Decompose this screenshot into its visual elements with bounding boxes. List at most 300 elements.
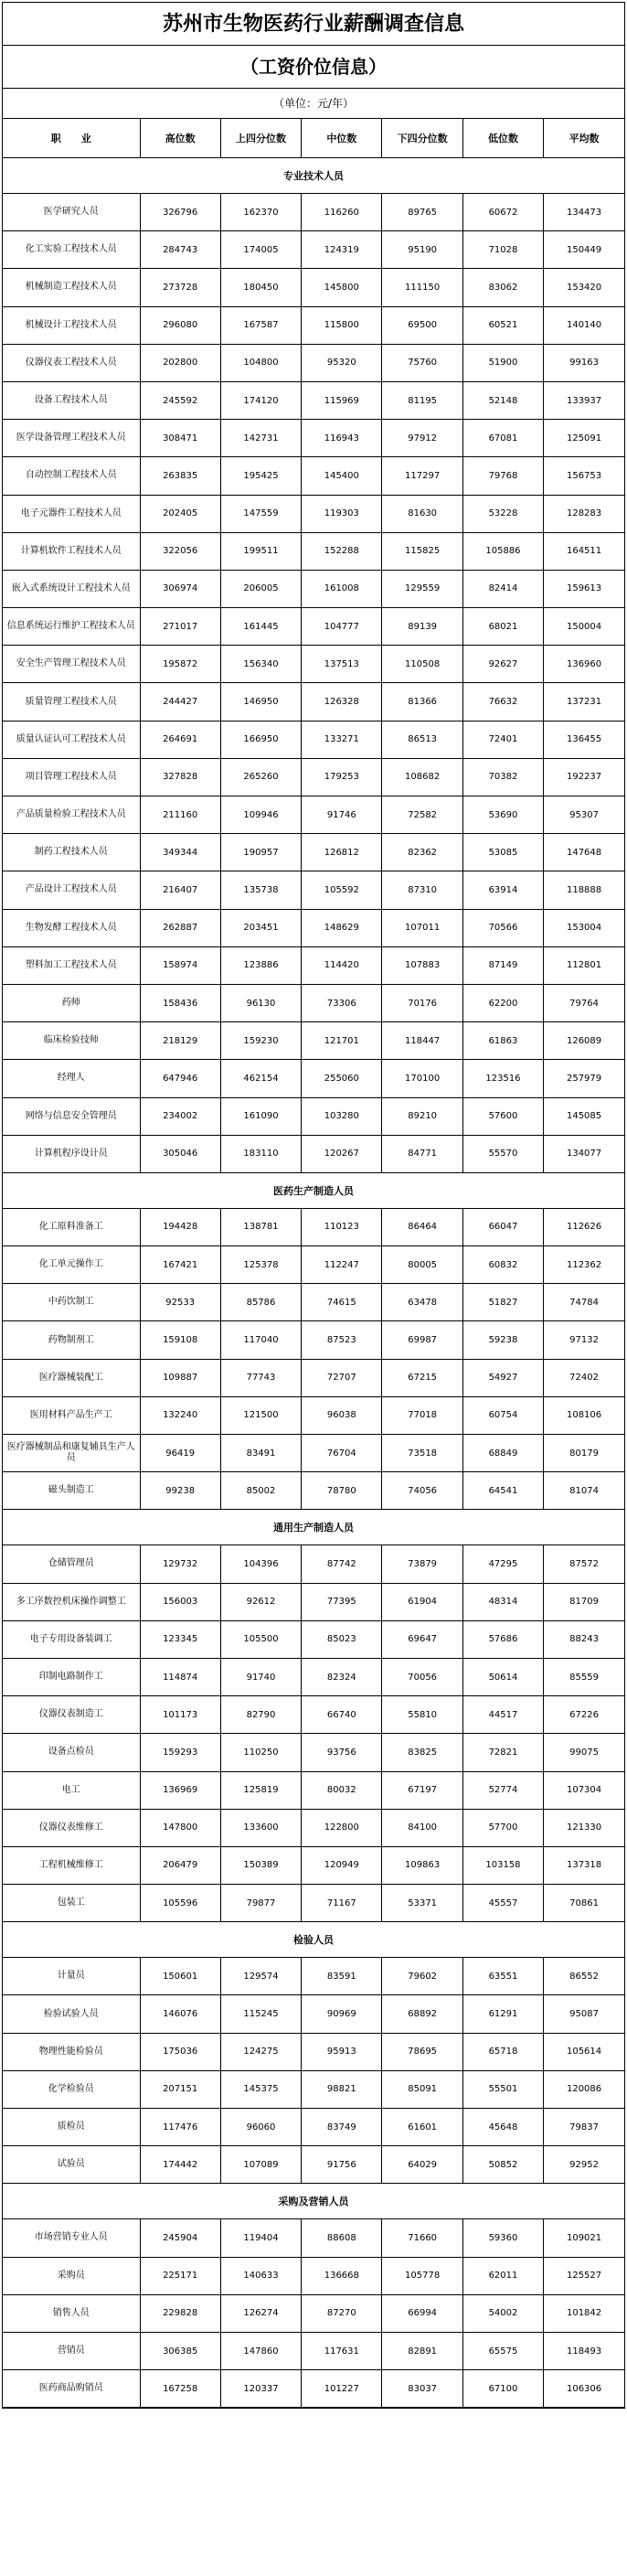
cell-lower-quartile: 69647 bbox=[382, 1620, 462, 1658]
cell-lower-quartile: 107883 bbox=[382, 946, 462, 984]
cell-average: 125527 bbox=[544, 2257, 624, 2294]
cell-median: 152288 bbox=[302, 532, 382, 570]
cell-median: 255060 bbox=[302, 1060, 382, 1097]
table-row bbox=[3, 1022, 624, 1060]
table-row bbox=[3, 1545, 624, 1583]
cell-high: 273728 bbox=[140, 269, 220, 306]
cell-average: 159613 bbox=[544, 570, 624, 607]
cell-occupation: 计量员 bbox=[3, 1958, 140, 1995]
cell-upper-quartile: 105500 bbox=[220, 1620, 301, 1658]
cell-low: 55501 bbox=[462, 2070, 543, 2108]
cell-occupation: 医疗器械装配工 bbox=[3, 1359, 140, 1396]
cell-low: 45557 bbox=[462, 1885, 543, 1922]
cell-high: 129732 bbox=[140, 1545, 220, 1583]
cell-occupation: 制药工程技术人员 bbox=[3, 834, 140, 871]
cell-high: 216407 bbox=[140, 871, 220, 909]
cell-median: 85023 bbox=[302, 1620, 382, 1658]
table-row bbox=[3, 2070, 624, 2108]
table-row bbox=[3, 231, 624, 269]
cell-low: 72401 bbox=[462, 721, 543, 758]
cell-high: 147800 bbox=[140, 1809, 220, 1846]
cell-occupation: 塑料加工工程技术人员 bbox=[3, 946, 140, 984]
cell-median: 83749 bbox=[302, 2109, 382, 2146]
cell-lower-quartile: 118447 bbox=[382, 1022, 462, 1060]
cell-high: 159293 bbox=[140, 1734, 220, 1771]
cell-high: 175036 bbox=[140, 2033, 220, 2070]
cell-high: 174442 bbox=[140, 2146, 220, 2184]
cell-upper-quartile: 150389 bbox=[220, 1846, 301, 1884]
cell-median: 87742 bbox=[302, 1545, 382, 1583]
table-row bbox=[3, 1321, 624, 1359]
cell-high: 296080 bbox=[140, 306, 220, 344]
header-average: 平均数 bbox=[544, 119, 624, 158]
header-low: 低位数 bbox=[462, 119, 543, 158]
cell-median: 77395 bbox=[302, 1583, 382, 1620]
cell-median: 116943 bbox=[302, 420, 382, 457]
cell-low: 60832 bbox=[462, 1246, 543, 1284]
table-row bbox=[3, 1396, 624, 1434]
cell-average: 80179 bbox=[544, 1435, 624, 1472]
table-row bbox=[3, 570, 624, 607]
cell-median: 78780 bbox=[302, 1472, 382, 1510]
cell-median: 83591 bbox=[302, 1958, 382, 1995]
cell-low: 68021 bbox=[462, 608, 543, 646]
cell-occupation: 经理人 bbox=[3, 1060, 140, 1097]
cell-upper-quartile: 161445 bbox=[220, 608, 301, 646]
cell-average: 70861 bbox=[544, 1885, 624, 1922]
cell-occupation: 生物发酵工程技术人员 bbox=[3, 909, 140, 946]
cell-upper-quartile: 161090 bbox=[220, 1097, 301, 1135]
header-lower-quartile: 下四分位数 bbox=[382, 119, 462, 158]
cell-median: 122800 bbox=[302, 1809, 382, 1846]
cell-occupation: 营销员 bbox=[3, 2332, 140, 2369]
cell-low: 50852 bbox=[462, 2146, 543, 2184]
cell-upper-quartile: 174120 bbox=[220, 381, 301, 419]
cell-occupation: 医药商品购销员 bbox=[3, 2370, 140, 2408]
cell-occupation: 药师 bbox=[3, 984, 140, 1021]
unit-note: （单位：元/年） bbox=[3, 89, 624, 119]
cell-high: 327828 bbox=[140, 758, 220, 796]
section-title: 医药生产制造人员 bbox=[3, 1172, 624, 1208]
cell-average: 118493 bbox=[544, 2332, 624, 2369]
cell-lower-quartile: 69987 bbox=[382, 1321, 462, 1359]
cell-lower-quartile: 61601 bbox=[382, 2109, 462, 2146]
cell-occupation: 机械设计工程技术人员 bbox=[3, 306, 140, 344]
cell-upper-quartile: 77743 bbox=[220, 1359, 301, 1396]
cell-occupation: 检验试验人员 bbox=[3, 1995, 140, 2033]
cell-lower-quartile: 73879 bbox=[382, 1545, 462, 1583]
cell-average: 87572 bbox=[544, 1545, 624, 1583]
cell-lower-quartile: 111150 bbox=[382, 269, 462, 306]
cell-upper-quartile: 206005 bbox=[220, 570, 301, 607]
cell-low: 67081 bbox=[462, 420, 543, 457]
cell-high: 202405 bbox=[140, 495, 220, 532]
cell-lower-quartile: 170100 bbox=[382, 1060, 462, 1097]
cell-occupation: 项目管理工程技术人员 bbox=[3, 758, 140, 796]
cell-low: 57686 bbox=[462, 1620, 543, 1658]
cell-low: 82414 bbox=[462, 570, 543, 607]
cell-occupation: 安全生产管理工程技术人员 bbox=[3, 646, 140, 683]
cell-occupation: 仪器仪表维修工 bbox=[3, 1809, 140, 1846]
cell-average: 106306 bbox=[544, 2370, 624, 2408]
cell-occupation: 医用材料产品生产工 bbox=[3, 1396, 140, 1434]
cell-high: 244427 bbox=[140, 683, 220, 721]
cell-high: 123345 bbox=[140, 1620, 220, 1658]
cell-lower-quartile: 89139 bbox=[382, 608, 462, 646]
cell-occupation: 试验员 bbox=[3, 2146, 140, 2184]
cell-low: 70566 bbox=[462, 909, 543, 946]
cell-median: 145800 bbox=[302, 269, 382, 306]
cell-occupation: 化工实验工程技术人员 bbox=[3, 231, 140, 269]
cell-median: 76704 bbox=[302, 1435, 382, 1472]
cell-upper-quartile: 135738 bbox=[220, 871, 301, 909]
cell-occupation: 医疗器械制品和康复辅具生产人员 bbox=[3, 1435, 140, 1472]
cell-median: 95320 bbox=[302, 344, 382, 381]
cell-upper-quartile: 104396 bbox=[220, 1545, 301, 1583]
cell-occupation: 电子专用设备装调工 bbox=[3, 1620, 140, 1658]
cell-high: 114874 bbox=[140, 1658, 220, 1695]
table-row bbox=[3, 1696, 624, 1734]
header-row bbox=[3, 119, 624, 158]
cell-upper-quartile: 203451 bbox=[220, 909, 301, 946]
cell-upper-quartile: 146950 bbox=[220, 683, 301, 721]
table-row bbox=[3, 1208, 624, 1245]
cell-upper-quartile: 125378 bbox=[220, 1246, 301, 1284]
section-title: 采购及营销人员 bbox=[3, 2184, 624, 2219]
table-row bbox=[3, 306, 624, 344]
cell-occupation: 市场营销专业人员 bbox=[3, 2219, 140, 2257]
cell-average: 137318 bbox=[544, 1846, 624, 1884]
cell-upper-quartile: 167587 bbox=[220, 306, 301, 344]
cell-average: 120086 bbox=[544, 2070, 624, 2108]
cell-median: 71167 bbox=[302, 1885, 382, 1922]
cell-high: 211160 bbox=[140, 796, 220, 834]
table-row bbox=[3, 608, 624, 646]
cell-median: 73306 bbox=[302, 984, 382, 1021]
cell-occupation: 药物制剂工 bbox=[3, 1321, 140, 1359]
cell-average: 153004 bbox=[544, 909, 624, 946]
cell-lower-quartile: 64029 bbox=[382, 2146, 462, 2184]
cell-high: 146076 bbox=[140, 1995, 220, 2033]
cell-median: 112247 bbox=[302, 1246, 382, 1284]
cell-upper-quartile: 82790 bbox=[220, 1696, 301, 1734]
cell-median: 87270 bbox=[302, 2294, 382, 2332]
cell-high: 647946 bbox=[140, 1060, 220, 1097]
cell-lower-quartile: 81195 bbox=[382, 381, 462, 419]
cell-median: 121701 bbox=[302, 1022, 382, 1060]
cell-high: 156003 bbox=[140, 1583, 220, 1620]
cell-low: 64541 bbox=[462, 1472, 543, 1510]
cell-median: 98821 bbox=[302, 2070, 382, 2108]
cell-lower-quartile: 69500 bbox=[382, 306, 462, 344]
cell-average: 105614 bbox=[544, 2033, 624, 2070]
cell-median: 136668 bbox=[302, 2257, 382, 2294]
cell-median: 120949 bbox=[302, 1846, 382, 1884]
table-row bbox=[3, 758, 624, 796]
cell-lower-quartile: 77018 bbox=[382, 1396, 462, 1434]
cell-lower-quartile: 83825 bbox=[382, 1734, 462, 1771]
section-header-row bbox=[3, 1172, 624, 1208]
cell-average: 147648 bbox=[544, 834, 624, 871]
cell-low: 54002 bbox=[462, 2294, 543, 2332]
cell-upper-quartile: 147559 bbox=[220, 495, 301, 532]
cell-high: 132240 bbox=[140, 1396, 220, 1434]
cell-lower-quartile: 86513 bbox=[382, 721, 462, 758]
cell-upper-quartile: 91740 bbox=[220, 1658, 301, 1695]
table-body bbox=[3, 158, 624, 2408]
cell-occupation: 质量认证认可工程技术人员 bbox=[3, 721, 140, 758]
cell-median: 119303 bbox=[302, 495, 382, 532]
cell-average: 101842 bbox=[544, 2294, 624, 2332]
cell-low: 47295 bbox=[462, 1545, 543, 1583]
table-row bbox=[3, 1658, 624, 1695]
cell-lower-quartile: 89210 bbox=[382, 1097, 462, 1135]
cell-high: 101173 bbox=[140, 1696, 220, 1734]
table-row bbox=[3, 381, 624, 419]
cell-low: 59360 bbox=[462, 2219, 543, 2257]
cell-high: 234002 bbox=[140, 1097, 220, 1135]
table-row bbox=[3, 2257, 624, 2294]
cell-upper-quartile: 265260 bbox=[220, 758, 301, 796]
page-subtitle: （工资价位信息） bbox=[3, 46, 624, 89]
cell-low: 63914 bbox=[462, 871, 543, 909]
cell-upper-quartile: 195425 bbox=[220, 457, 301, 495]
cell-high: 99238 bbox=[140, 1472, 220, 1510]
table-row bbox=[3, 1809, 624, 1846]
cell-occupation: 印制电路制作工 bbox=[3, 1658, 140, 1695]
cell-occupation: 仪器仪表工程技术人员 bbox=[3, 344, 140, 381]
table-row bbox=[3, 721, 624, 758]
cell-average: 134473 bbox=[544, 194, 624, 231]
cell-median: 82324 bbox=[302, 1658, 382, 1695]
cell-median: 116260 bbox=[302, 194, 382, 231]
cell-upper-quartile: 104800 bbox=[220, 344, 301, 381]
cell-upper-quartile: 79877 bbox=[220, 1885, 301, 1922]
cell-average: 109021 bbox=[544, 2219, 624, 2257]
cell-upper-quartile: 109946 bbox=[220, 796, 301, 834]
table-row bbox=[3, 1435, 624, 1472]
cell-low: 62011 bbox=[462, 2257, 543, 2294]
cell-low: 60672 bbox=[462, 194, 543, 231]
cell-high: 167421 bbox=[140, 1246, 220, 1284]
cell-average: 136455 bbox=[544, 721, 624, 758]
cell-low: 44517 bbox=[462, 1696, 543, 1734]
cell-low: 53085 bbox=[462, 834, 543, 871]
cell-upper-quartile: 121500 bbox=[220, 1396, 301, 1434]
table-row bbox=[3, 1995, 624, 2033]
cell-occupation: 磁头制造工 bbox=[3, 1472, 140, 1510]
table-row bbox=[3, 871, 624, 909]
cell-average: 164511 bbox=[544, 532, 624, 570]
cell-upper-quartile: 85786 bbox=[220, 1284, 301, 1321]
cell-occupation: 销售人员 bbox=[3, 2294, 140, 2332]
cell-lower-quartile: 107011 bbox=[382, 909, 462, 946]
cell-median: 95913 bbox=[302, 2033, 382, 2070]
cell-average: 99163 bbox=[544, 344, 624, 381]
cell-lower-quartile: 115825 bbox=[382, 532, 462, 570]
cell-low: 60754 bbox=[462, 1396, 543, 1434]
cell-low: 52774 bbox=[462, 1771, 543, 1809]
table-row bbox=[3, 532, 624, 570]
section-header-row bbox=[3, 1510, 624, 1545]
table-row bbox=[3, 2294, 624, 2332]
cell-low: 53228 bbox=[462, 495, 543, 532]
cell-median: 137513 bbox=[302, 646, 382, 683]
cell-average: 97132 bbox=[544, 1321, 624, 1359]
cell-occupation: 医学设备管理工程技术人员 bbox=[3, 420, 140, 457]
cell-lower-quartile: 109863 bbox=[382, 1846, 462, 1884]
cell-high: 262887 bbox=[140, 909, 220, 946]
cell-median: 114420 bbox=[302, 946, 382, 984]
cell-median: 115800 bbox=[302, 306, 382, 344]
cell-upper-quartile: 133600 bbox=[220, 1809, 301, 1846]
cell-high: 229828 bbox=[140, 2294, 220, 2332]
cell-median: 110123 bbox=[302, 1208, 382, 1245]
cell-lower-quartile: 84100 bbox=[382, 1809, 462, 1846]
cell-average: 257979 bbox=[544, 1060, 624, 1097]
cell-median: 91756 bbox=[302, 2146, 382, 2184]
cell-average: 150449 bbox=[544, 231, 624, 269]
cell-median: 90969 bbox=[302, 1995, 382, 2033]
cell-occupation: 信息系统运行维护工程技术人员 bbox=[3, 608, 140, 646]
table-row bbox=[3, 344, 624, 381]
cell-average: 85559 bbox=[544, 1658, 624, 1695]
cell-high: 167258 bbox=[140, 2370, 220, 2408]
cell-lower-quartile: 73518 bbox=[382, 1435, 462, 1472]
table-row bbox=[3, 1846, 624, 1884]
cell-lower-quartile: 74056 bbox=[382, 1472, 462, 1510]
table-row bbox=[3, 2332, 624, 2369]
cell-upper-quartile: 96130 bbox=[220, 984, 301, 1021]
cell-occupation: 中药饮制工 bbox=[3, 1284, 140, 1321]
cell-average: 118888 bbox=[544, 871, 624, 909]
cell-low: 83062 bbox=[462, 269, 543, 306]
cell-average: 112626 bbox=[544, 1208, 624, 1245]
cell-high: 218129 bbox=[140, 1022, 220, 1060]
cell-average: 133937 bbox=[544, 381, 624, 419]
table-row bbox=[3, 1958, 624, 1995]
cell-low: 105886 bbox=[462, 532, 543, 570]
cell-lower-quartile: 66994 bbox=[382, 2294, 462, 2332]
cell-upper-quartile: 83491 bbox=[220, 1435, 301, 1472]
cell-lower-quartile: 108682 bbox=[382, 758, 462, 796]
cell-high: 150601 bbox=[140, 1958, 220, 1995]
cell-average: 81709 bbox=[544, 1583, 624, 1620]
cell-average: 86552 bbox=[544, 1958, 624, 1995]
cell-average: 150004 bbox=[544, 608, 624, 646]
cell-occupation: 设备点检员 bbox=[3, 1734, 140, 1771]
table-row bbox=[3, 1734, 624, 1771]
cell-upper-quartile: 92612 bbox=[220, 1583, 301, 1620]
section-title: 检验人员 bbox=[3, 1922, 624, 1958]
cell-upper-quartile: 119404 bbox=[220, 2219, 301, 2257]
header-high: 高位数 bbox=[140, 119, 220, 158]
cell-occupation: 机械制造工程技术人员 bbox=[3, 269, 140, 306]
cell-lower-quartile: 63478 bbox=[382, 1284, 462, 1321]
table-row bbox=[3, 1771, 624, 1809]
cell-high: 109887 bbox=[140, 1359, 220, 1396]
cell-high: 225171 bbox=[140, 2257, 220, 2294]
cell-low: 67100 bbox=[462, 2370, 543, 2408]
cell-average: 156753 bbox=[544, 457, 624, 495]
table-row bbox=[3, 269, 624, 306]
cell-median: 101227 bbox=[302, 2370, 382, 2408]
cell-occupation: 网络与信息安全管理员 bbox=[3, 1097, 140, 1135]
cell-lower-quartile: 53371 bbox=[382, 1885, 462, 1922]
cell-lower-quartile: 81630 bbox=[382, 495, 462, 532]
cell-high: 271017 bbox=[140, 608, 220, 646]
cell-low: 70382 bbox=[462, 758, 543, 796]
cell-upper-quartile: 145375 bbox=[220, 2070, 301, 2108]
table-row bbox=[3, 1583, 624, 1620]
cell-upper-quartile: 166950 bbox=[220, 721, 301, 758]
cell-low: 57600 bbox=[462, 1097, 543, 1135]
cell-occupation: 化工单元操作工 bbox=[3, 1246, 140, 1284]
salary-sheet bbox=[2, 2, 625, 2409]
cell-high: 136969 bbox=[140, 1771, 220, 1809]
cell-high: 322056 bbox=[140, 532, 220, 570]
header-upper-quartile: 上四分位数 bbox=[220, 119, 301, 158]
cell-lower-quartile: 105778 bbox=[382, 2257, 462, 2294]
table-row bbox=[3, 2109, 624, 2146]
cell-median: 93756 bbox=[302, 1734, 382, 1771]
cell-upper-quartile: 183110 bbox=[220, 1135, 301, 1172]
cell-occupation: 仓储管理员 bbox=[3, 1545, 140, 1583]
cell-low: 71028 bbox=[462, 231, 543, 269]
cell-lower-quartile: 85091 bbox=[382, 2070, 462, 2108]
cell-high: 96419 bbox=[140, 1435, 220, 1472]
cell-upper-quartile: 96060 bbox=[220, 2109, 301, 2146]
cell-high: 306974 bbox=[140, 570, 220, 607]
cell-upper-quartile: 85002 bbox=[220, 1472, 301, 1510]
section-title: 专业技术人员 bbox=[3, 158, 624, 194]
cell-high: 326796 bbox=[140, 194, 220, 231]
cell-low: 50614 bbox=[462, 1658, 543, 1695]
cell-median: 161008 bbox=[302, 570, 382, 607]
cell-median: 104777 bbox=[302, 608, 382, 646]
cell-low: 60521 bbox=[462, 306, 543, 344]
cell-lower-quartile: 79602 bbox=[382, 1958, 462, 1995]
cell-median: 66740 bbox=[302, 1696, 382, 1734]
cell-high: 349344 bbox=[140, 834, 220, 871]
cell-average: 112362 bbox=[544, 1246, 624, 1284]
cell-lower-quartile: 97912 bbox=[382, 420, 462, 457]
table-row bbox=[3, 946, 624, 984]
cell-high: 206479 bbox=[140, 1846, 220, 1884]
cell-high: 207151 bbox=[140, 2070, 220, 2108]
cell-average: 145085 bbox=[544, 1097, 624, 1135]
cell-high: 245592 bbox=[140, 381, 220, 419]
cell-low: 65575 bbox=[462, 2332, 543, 2369]
table-row bbox=[3, 457, 624, 495]
cell-median: 87523 bbox=[302, 1321, 382, 1359]
cell-low: 63551 bbox=[462, 1958, 543, 1995]
cell-average: 140140 bbox=[544, 306, 624, 344]
cell-average: 95307 bbox=[544, 796, 624, 834]
cell-high: 105596 bbox=[140, 1885, 220, 1922]
cell-upper-quartile: 199511 bbox=[220, 532, 301, 570]
header-occupation: 职 业 bbox=[3, 119, 140, 158]
cell-median: 88608 bbox=[302, 2219, 382, 2257]
cell-median: 72707 bbox=[302, 1359, 382, 1396]
cell-occupation: 自动控制工程技术人员 bbox=[3, 457, 140, 495]
cell-median: 124319 bbox=[302, 231, 382, 269]
cell-lower-quartile: 86464 bbox=[382, 1208, 462, 1245]
cell-lower-quartile: 89765 bbox=[382, 194, 462, 231]
cell-lower-quartile: 87310 bbox=[382, 871, 462, 909]
cell-low: 61863 bbox=[462, 1022, 543, 1060]
cell-high: 158436 bbox=[140, 984, 220, 1021]
